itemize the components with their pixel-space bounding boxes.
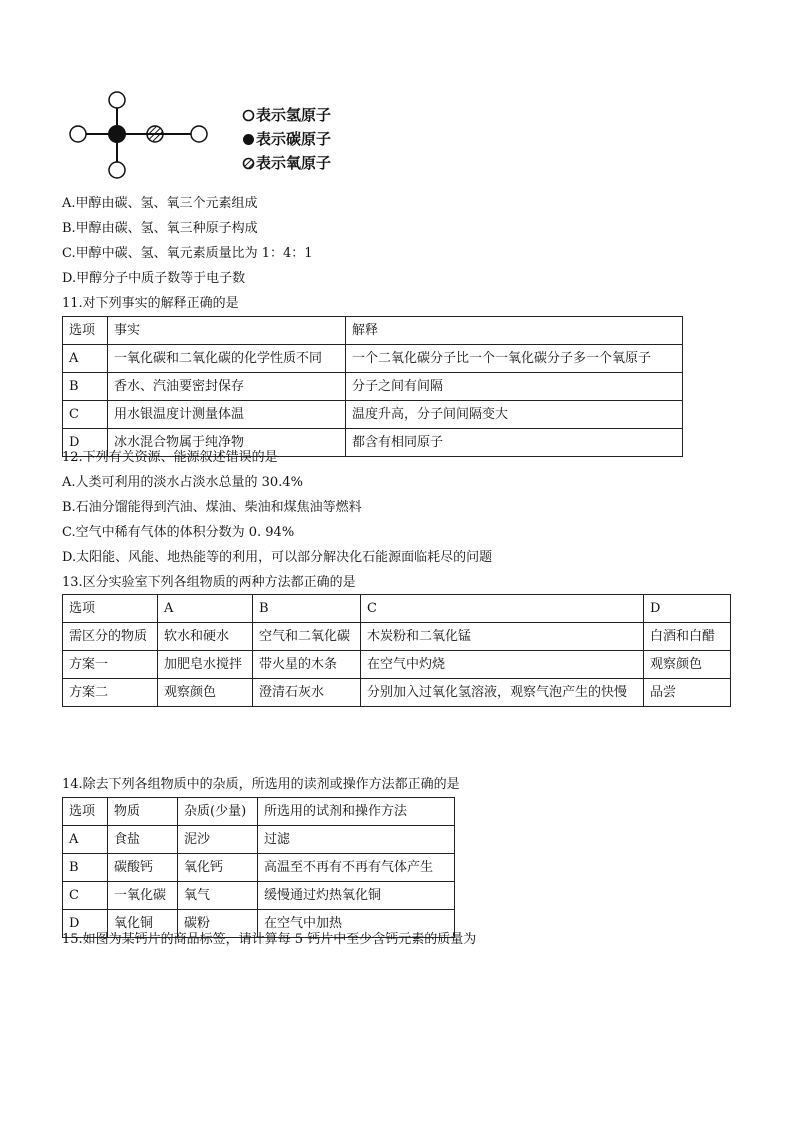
table-cell: 分子之间有间隔 — [346, 373, 683, 401]
table-cell: 氧气 — [178, 882, 258, 910]
table-cell: 观察颜色 — [644, 651, 731, 679]
table-cell: 一个二氧化碳分子比一个一氧化碳分子多一个氧原子 — [346, 345, 683, 373]
table-row — [63, 401, 683, 429]
hydrogen-atom-icon — [242, 109, 255, 122]
table-cell: 食盐 — [108, 826, 178, 854]
table-cell: 氧化钙 — [178, 854, 258, 882]
oxygen-atom — [147, 126, 163, 142]
header-cell: 选项 — [63, 595, 158, 623]
header-cell: 事实 — [108, 317, 346, 345]
q10-option-c: C.甲醇中碳、氢、氧元素质量比为 1：4：1 — [62, 246, 313, 261]
q12-option-d: D.太阳能、风能、地热能等的利用，可以部分解决化石能源面临耗尽的问题 — [62, 550, 493, 565]
hydrogen-atom-bottom — [109, 162, 125, 178]
table-cell: 空气和二氧化碳 — [253, 623, 361, 651]
legend-label: 表示氧原子 — [256, 154, 332, 172]
table-cell: 软水和硬水 — [158, 623, 253, 651]
table-cell: 观察颜色 — [158, 679, 253, 707]
table-row — [63, 679, 731, 707]
table-cell: 泥沙 — [178, 826, 258, 854]
table-header-row — [63, 798, 455, 826]
table-cell: 冰水混合物属于纯净物 — [108, 429, 346, 457]
carbon-atom — [108, 125, 126, 143]
legend-item-oxygen — [242, 151, 331, 175]
table-cell: 在空气中加热 — [258, 910, 455, 938]
table-cell: 带火星的木条 — [253, 651, 361, 679]
table-row — [63, 345, 683, 373]
q12-option-c: C.空气中稀有气体的体积分数为 0. 94% — [62, 525, 295, 540]
table-row — [63, 651, 731, 679]
table-cell: B — [63, 854, 108, 882]
table-cell: 一氧化碳 — [108, 882, 178, 910]
table-cell: 白酒和白醋 — [644, 623, 731, 651]
header-cell: 物质 — [108, 798, 178, 826]
q13-stem: 13.区分实验室下列各组物质的两种方法都正确的是 — [62, 575, 356, 590]
q14-table — [62, 797, 455, 938]
q10-option-a: A.甲醇由碳、氢、氧三个元素组成 — [62, 196, 258, 211]
table-cell: 品尝 — [644, 679, 731, 707]
table-cell: 温度升高，分子间间隔变大 — [346, 401, 683, 429]
q12-option-b: B.石油分馏能得到汽油、煤油、柴油和煤焦油等燃料 — [62, 500, 362, 515]
table-cell: 分别加入过氧化氢溶液，观察气泡产生的快慢 — [361, 679, 644, 707]
table-cell: 在空气中灼烧 — [361, 651, 644, 679]
header-cell: 杂质(少量) — [178, 798, 258, 826]
q12-stem: 12.下列有关资源、能源叙述错误的是 — [62, 450, 278, 465]
table-cell: A — [63, 826, 108, 854]
table-row — [63, 882, 455, 910]
q12-option-a: A.人类可利用的淡水占淡水总量的 30.4% — [62, 475, 303, 490]
table-cell: C — [63, 882, 108, 910]
carbon-atom-icon — [242, 133, 255, 146]
header-cell: 解释 — [346, 317, 683, 345]
table-cell: 需区分的物质 — [63, 623, 158, 651]
table-cell: B — [63, 373, 108, 401]
table-cell: 加肥皂水搅拌 — [158, 651, 253, 679]
table-cell: C — [63, 401, 108, 429]
hydrogen-atom-right — [191, 126, 207, 142]
table-cell: 香水、汽油要密封保存 — [108, 373, 346, 401]
atom-legend — [242, 103, 331, 175]
table-cell: 缓慢通过灼热氧化铜 — [258, 882, 455, 910]
header-cell: B — [253, 595, 361, 623]
header-cell: 所选用的试剂和操作方法 — [258, 798, 455, 826]
table-cell: 方案二 — [63, 679, 158, 707]
table-row — [63, 826, 455, 854]
hydrogen-atom-left — [70, 126, 86, 142]
table-cell: 澄清石灰水 — [253, 679, 361, 707]
methanol-molecule-diagram — [62, 90, 222, 186]
table-row — [63, 854, 455, 882]
table-row — [63, 373, 683, 401]
q11-stem: 11.对下列事实的解释正确的是 — [62, 296, 239, 311]
table-cell: 都含有相同原子 — [346, 429, 683, 457]
header-cell: 选项 — [63, 317, 108, 345]
table-cell: D — [63, 910, 108, 938]
table-row — [63, 623, 731, 651]
legend-item-hydrogen — [242, 103, 331, 127]
table-cell: 一氧化碳和二氧化碳的化学性质不同 — [108, 345, 346, 373]
table-cell: 用水银温度计测量体温 — [108, 401, 346, 429]
table-cell: 方案一 — [63, 651, 158, 679]
table-cell: 过滤 — [258, 826, 455, 854]
q10-option-b: B.甲醇由碳、氢、氧三种原子构成 — [62, 221, 258, 236]
table-cell: 高温至不再有不再有气体产生 — [258, 854, 455, 882]
header-cell: C — [361, 595, 644, 623]
legend-label: 表示碳原子 — [256, 130, 332, 148]
oxygen-atom-icon — [242, 157, 255, 170]
q15-stem: 15.如图为某钙片的商品标签，请计算每 5 钙片中至少含钙元素的质量为 — [62, 932, 477, 947]
table-header-row — [63, 595, 731, 623]
table-cell: 氧化铜 — [108, 910, 178, 938]
table-cell: D — [63, 429, 108, 457]
header-cell: A — [158, 595, 253, 623]
q13-table — [62, 594, 731, 707]
legend-item-carbon — [242, 127, 331, 151]
q14-stem: 14.除去下列各组物质中的杂质，所选用的读剂或操作方法都正确的是 — [62, 777, 460, 792]
table-cell: A — [63, 345, 108, 373]
table-cell: 碳粉 — [178, 910, 258, 938]
q11-table — [62, 316, 683, 457]
legend-label: 表示氢原子 — [256, 106, 332, 124]
hydrogen-atom-top — [109, 92, 125, 108]
table-cell: 碳酸钙 — [108, 854, 178, 882]
table-cell: 木炭粉和二氧化锰 — [361, 623, 644, 651]
q10-option-d: D.甲醇分子中质子数等于电子数 — [62, 271, 246, 286]
header-cell: D — [644, 595, 731, 623]
table-header-row — [63, 317, 683, 345]
header-cell: 选项 — [63, 798, 108, 826]
